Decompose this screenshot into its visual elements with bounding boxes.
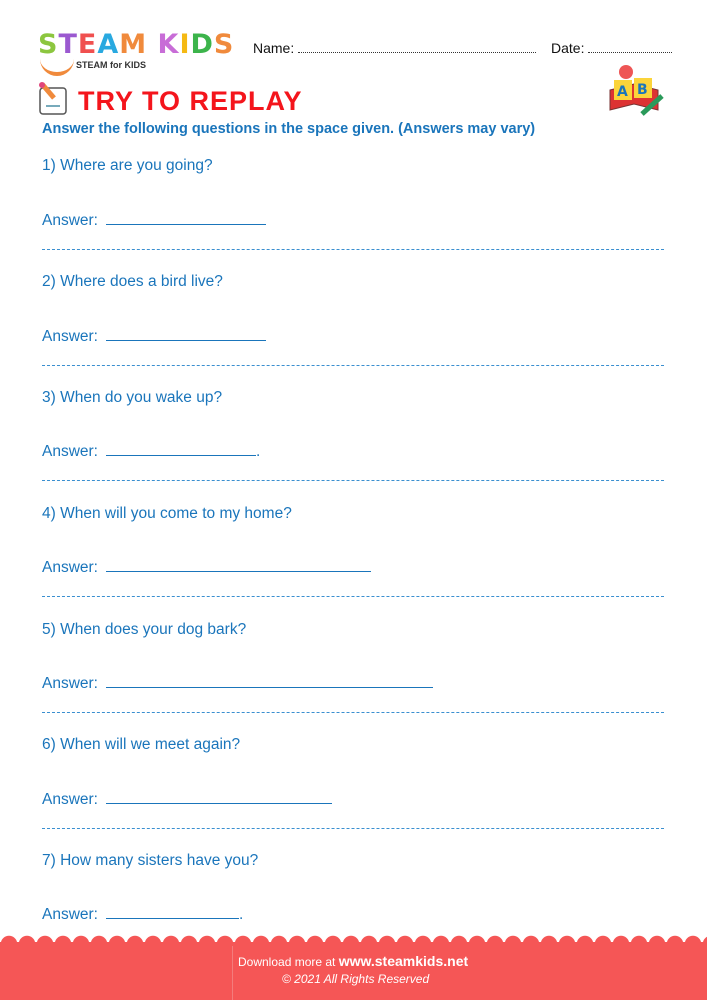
answer-label: Answer:: [42, 212, 98, 229]
date-field[interactable]: [551, 40, 672, 56]
question-5: 5) When does your dog bark?: [42, 621, 247, 638]
answer-row: [42, 210, 266, 230]
answer-row: [42, 904, 243, 924]
svg-text:B: B: [637, 82, 648, 98]
instructions: Answer the following questions in the space given. (Answers may vary): [42, 121, 536, 137]
separator: [42, 596, 664, 597]
question-6: 6) When will we meet again?: [42, 736, 241, 753]
answer-label: Answer:: [42, 559, 98, 576]
question-7: 7) How many sisters have you?: [42, 852, 259, 869]
answer-blank[interactable]: [106, 326, 266, 341]
answer-label: Answer:: [42, 791, 98, 808]
answer-label: Answer:: [42, 328, 98, 345]
answer-suffix: .: [239, 906, 244, 923]
download-prefix: Download more at: [238, 955, 336, 969]
date-label: Date:: [551, 40, 585, 56]
logo-tagline: STEAM for KIDS: [76, 60, 147, 70]
scroll-pencil-icon: [36, 82, 72, 116]
answer-row: [42, 326, 266, 346]
footer: [0, 942, 707, 1000]
copyright: © 2021 All Rights Reserved: [282, 972, 430, 986]
worksheet-title: TRY TO REPLAY: [78, 86, 303, 116]
question-1: 1) Where are you going?: [42, 157, 213, 174]
answer-blank[interactable]: [106, 904, 239, 919]
download-text: [238, 953, 468, 969]
question-4: 4) When will you come to my home?: [42, 505, 292, 522]
answer-row: [42, 789, 332, 809]
answer-row: [42, 557, 371, 577]
separator: [42, 249, 664, 250]
question-3: 3) When do you wake up?: [42, 389, 223, 406]
answer-blank[interactable]: [106, 441, 256, 456]
answer-blank[interactable]: [106, 557, 371, 572]
site-link[interactable]: www.steamkids.net: [338, 953, 469, 969]
answer-blank[interactable]: [106, 210, 266, 225]
footer-divider: [232, 946, 233, 1000]
answer-suffix: .: [256, 443, 261, 460]
answer-label: Answer:: [42, 675, 98, 692]
answer-blank[interactable]: [106, 789, 332, 804]
question-2: 2) Where does a bird live?: [42, 273, 223, 290]
separator: [42, 480, 664, 481]
answer-row: [42, 441, 260, 461]
separator: [42, 828, 664, 829]
answer-blank[interactable]: [106, 673, 433, 688]
abc-book-icon: [606, 60, 664, 116]
svg-text:A: A: [617, 84, 628, 100]
answer-row: [42, 673, 433, 693]
separator: [42, 712, 664, 713]
separator: [42, 365, 664, 366]
answer-label: Answer:: [42, 906, 98, 923]
name-field[interactable]: [253, 40, 536, 56]
steam-kids-logo: STEAM KIDS STEAM for KIDS: [38, 30, 234, 60]
answer-label: Answer:: [42, 443, 98, 460]
name-label: Name:: [253, 40, 295, 56]
